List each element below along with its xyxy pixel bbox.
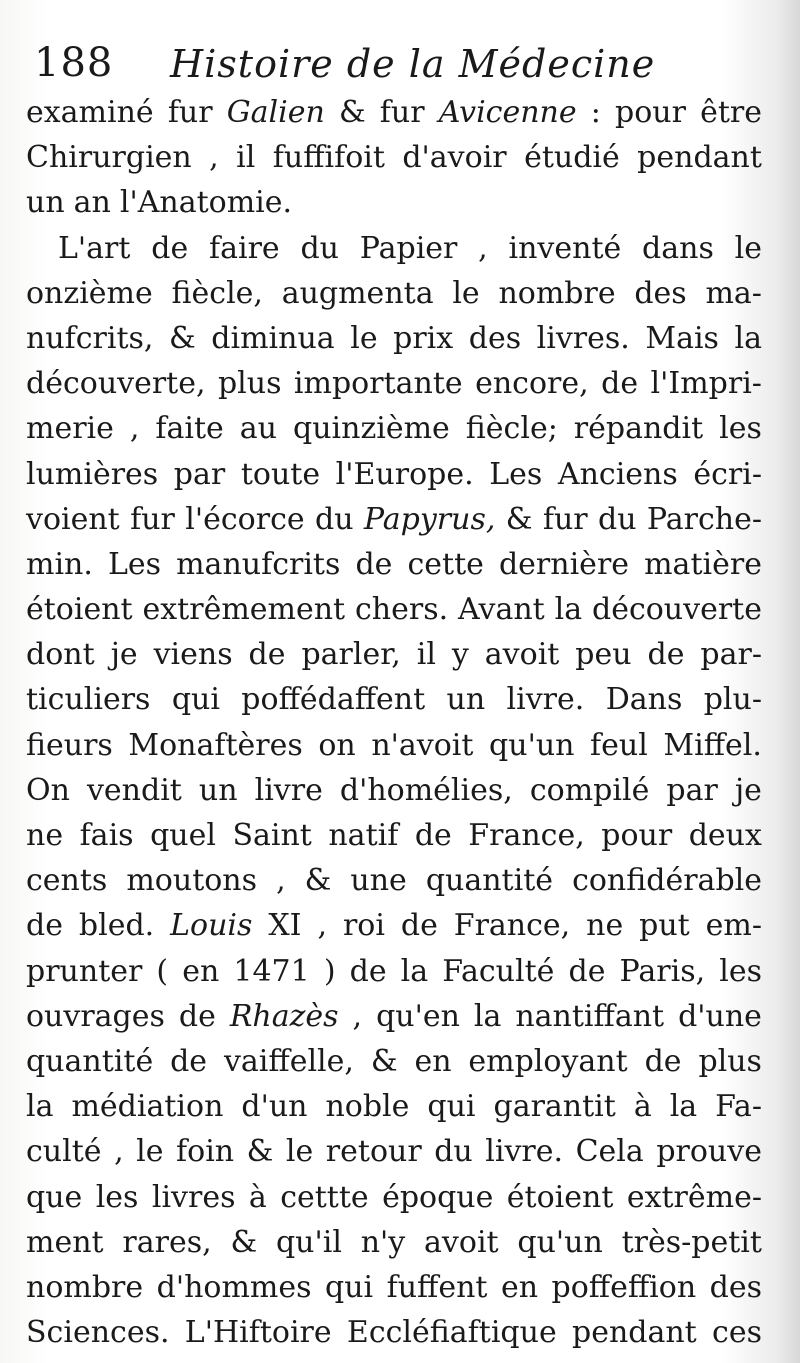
word: à bbox=[633, 1089, 652, 1125]
word: Les bbox=[107, 546, 162, 582]
word: un bbox=[198, 772, 238, 808]
word: en bbox=[182, 953, 220, 989]
word: pour bbox=[601, 818, 673, 853]
text-line bbox=[26, 271, 762, 316]
text-line bbox=[26, 858, 762, 903]
word: fur bbox=[542, 501, 588, 537]
word: noble bbox=[325, 1089, 410, 1125]
word: Louis bbox=[170, 908, 253, 944]
running-title: Histoire de la Médecine bbox=[170, 42, 656, 86]
word: par bbox=[173, 456, 226, 492]
word: poffédaffent bbox=[241, 682, 426, 718]
word: de bbox=[170, 1043, 208, 1079]
text-line bbox=[26, 1039, 762, 1084]
word: Fa- bbox=[715, 1089, 762, 1125]
word: Galien bbox=[226, 95, 325, 130]
word: la bbox=[400, 953, 429, 989]
word: , bbox=[209, 140, 219, 176]
word: France, bbox=[468, 818, 585, 853]
word: avoit bbox=[424, 1224, 499, 1260]
word: importante bbox=[293, 366, 463, 402]
word: pendant bbox=[571, 1315, 697, 1351]
word: de bbox=[601, 366, 639, 402]
text-line bbox=[26, 226, 762, 271]
text-line bbox=[26, 587, 762, 632]
word: extrême- bbox=[626, 1179, 762, 1215]
word: employant bbox=[468, 1043, 628, 1079]
word: à bbox=[248, 1179, 267, 1215]
text-line bbox=[26, 949, 762, 994]
word: un bbox=[26, 185, 65, 221]
word: très-petit bbox=[621, 1224, 762, 1260]
word: plu- bbox=[703, 682, 762, 718]
word: le bbox=[350, 320, 378, 356]
word: de bbox=[349, 953, 387, 989]
word: par- bbox=[700, 637, 762, 673]
word: ces bbox=[712, 1315, 762, 1351]
text-line bbox=[26, 361, 762, 406]
word: des bbox=[468, 320, 522, 356]
word: dont bbox=[26, 637, 95, 673]
word: chers. bbox=[355, 592, 449, 628]
word: écri- bbox=[693, 456, 762, 492]
word: la bbox=[26, 1089, 54, 1125]
word: nombre bbox=[26, 1269, 144, 1305]
word: pendant bbox=[637, 140, 762, 176]
word: Eccléfiaftique bbox=[346, 1315, 557, 1351]
word: voient bbox=[26, 501, 120, 537]
word: au bbox=[239, 411, 278, 447]
word: put bbox=[639, 908, 690, 944]
word: la bbox=[669, 1089, 698, 1125]
word: retour bbox=[325, 1134, 422, 1170]
body-text bbox=[26, 90, 762, 1355]
word: L'art bbox=[58, 230, 131, 266]
word: de bbox=[644, 1043, 682, 1079]
word: nantiffant bbox=[515, 998, 665, 1034]
word: les bbox=[719, 953, 762, 989]
word: n'y bbox=[360, 1224, 406, 1260]
word: de bbox=[248, 637, 286, 673]
text-line bbox=[26, 90, 762, 135]
word: un bbox=[446, 682, 486, 718]
word: une bbox=[350, 863, 407, 899]
word: quel bbox=[150, 818, 216, 853]
text-line bbox=[26, 497, 762, 542]
word: diminua bbox=[211, 320, 335, 356]
word: prouve bbox=[656, 1134, 762, 1170]
word: de bbox=[355, 546, 393, 582]
word: qu'il bbox=[275, 1224, 342, 1260]
word: de bbox=[400, 908, 438, 944]
word: qu'un bbox=[489, 727, 575, 763]
word: encore, bbox=[475, 366, 589, 402]
word: d'avoir bbox=[402, 140, 507, 176]
word: d'homélies, bbox=[339, 772, 513, 808]
word: du bbox=[315, 501, 354, 537]
text-line bbox=[26, 768, 762, 813]
word: la bbox=[734, 320, 762, 356]
word: Saint bbox=[232, 818, 312, 853]
word: 1471 bbox=[233, 953, 310, 989]
word: des bbox=[709, 1269, 762, 1305]
word: fiècle, bbox=[171, 275, 263, 311]
word: l'Europe. bbox=[335, 456, 474, 492]
word: em- bbox=[705, 908, 762, 944]
word: découverte bbox=[591, 592, 762, 628]
word: en bbox=[500, 1269, 539, 1305]
word: étudié bbox=[524, 140, 620, 176]
word: culté bbox=[26, 1134, 102, 1170]
text-line bbox=[26, 135, 762, 180]
word: compilé bbox=[529, 772, 650, 808]
word: , bbox=[352, 998, 363, 1034]
word: être bbox=[700, 95, 762, 130]
word: extrêmement bbox=[142, 592, 346, 628]
word: ne bbox=[26, 818, 64, 853]
word: nufcrits, bbox=[26, 320, 154, 356]
word: Avicenne bbox=[438, 95, 577, 130]
word: France, bbox=[453, 908, 571, 944]
word: du bbox=[434, 1134, 473, 1170]
word: la bbox=[554, 592, 583, 628]
word: livre bbox=[254, 772, 323, 808]
word: répandit bbox=[573, 411, 704, 447]
word: époque bbox=[382, 1179, 494, 1215]
word: Miffel. bbox=[663, 727, 762, 763]
word: il bbox=[236, 140, 256, 176]
word: le bbox=[734, 230, 762, 266]
word: quinzième bbox=[293, 411, 450, 447]
word: les bbox=[719, 411, 762, 447]
word: de bbox=[568, 953, 606, 989]
word: cents bbox=[26, 863, 108, 899]
word: qui bbox=[171, 682, 220, 718]
word: des bbox=[634, 275, 687, 311]
word: min. bbox=[26, 546, 93, 582]
word: foin bbox=[176, 1134, 235, 1170]
word: feul bbox=[590, 727, 648, 763]
word: découverte, bbox=[26, 366, 206, 402]
word: plus bbox=[698, 1043, 762, 1079]
text-line bbox=[26, 1129, 762, 1174]
word: ment bbox=[26, 1224, 104, 1260]
word: vendit bbox=[86, 772, 182, 808]
word: bled. bbox=[78, 908, 155, 944]
page-header bbox=[34, 38, 774, 98]
word: & bbox=[230, 1224, 258, 1260]
text-line bbox=[26, 406, 762, 451]
word: ne bbox=[586, 908, 624, 944]
word: fur bbox=[379, 95, 425, 130]
word: , bbox=[129, 411, 140, 447]
word: ticuliers bbox=[26, 682, 151, 718]
word: : bbox=[590, 95, 601, 130]
word: n'avoit bbox=[371, 727, 474, 763]
word: Chirurgien bbox=[26, 140, 192, 176]
word: Papyrus, bbox=[363, 501, 496, 537]
word: fieurs bbox=[26, 727, 113, 763]
word: cette bbox=[407, 546, 484, 582]
word: prunter bbox=[26, 953, 143, 989]
word: & bbox=[338, 95, 366, 130]
word: XI bbox=[268, 908, 302, 944]
word: avoit bbox=[484, 637, 560, 673]
word: qu'un bbox=[517, 1224, 603, 1260]
word: qui bbox=[325, 1269, 374, 1305]
word: ( bbox=[156, 953, 169, 989]
word: on bbox=[318, 727, 356, 763]
word: & bbox=[246, 1134, 274, 1170]
word: inventé bbox=[508, 230, 622, 266]
word: & bbox=[169, 320, 196, 356]
word: de bbox=[414, 818, 452, 853]
word: l'Impri- bbox=[650, 366, 762, 402]
word: étoient bbox=[506, 1179, 614, 1215]
text-line bbox=[26, 1265, 762, 1310]
word: faite bbox=[155, 411, 224, 447]
word: merie bbox=[26, 411, 114, 447]
word: médiation bbox=[71, 1089, 224, 1125]
word: je bbox=[110, 637, 138, 673]
word: examiné bbox=[26, 95, 154, 130]
word: je bbox=[734, 772, 762, 808]
word: fais bbox=[79, 818, 134, 853]
text-line bbox=[26, 677, 762, 722]
word: du bbox=[300, 230, 339, 266]
text-line bbox=[26, 1220, 762, 1265]
word: manufcrits bbox=[176, 546, 341, 582]
word: ouvrages bbox=[26, 998, 165, 1034]
text-line bbox=[26, 1175, 762, 1220]
text-line bbox=[26, 632, 762, 677]
word: & bbox=[505, 501, 533, 537]
word: livre. bbox=[485, 1134, 564, 1170]
word: Paris, bbox=[619, 953, 706, 989]
word: plus bbox=[217, 366, 282, 402]
word: la bbox=[473, 998, 502, 1034]
word: cettte bbox=[280, 1179, 369, 1215]
word: Cela bbox=[575, 1134, 644, 1170]
word: il bbox=[416, 637, 436, 673]
word: natif bbox=[328, 818, 399, 853]
word: & bbox=[370, 1043, 398, 1079]
word: Dans bbox=[605, 682, 683, 718]
word: prix bbox=[393, 320, 454, 356]
word: On bbox=[26, 772, 70, 808]
word: de bbox=[178, 998, 216, 1034]
word: qu'en bbox=[376, 998, 460, 1034]
word: confidérable bbox=[572, 863, 762, 899]
word: Avant bbox=[458, 592, 545, 628]
text-line bbox=[26, 903, 762, 948]
word: le bbox=[285, 1134, 314, 1170]
text-line bbox=[26, 723, 762, 768]
word: deux bbox=[688, 818, 762, 853]
word: Monaftères bbox=[128, 727, 303, 763]
word: fuffifoit bbox=[272, 140, 385, 176]
word: livres. bbox=[536, 320, 630, 356]
word: nombre bbox=[498, 275, 616, 311]
word: onzième bbox=[26, 275, 153, 311]
word: Papier bbox=[359, 230, 458, 266]
word: de bbox=[26, 908, 63, 944]
word: de bbox=[647, 637, 685, 673]
word: d'un bbox=[241, 1089, 308, 1125]
word: d'hommes bbox=[156, 1269, 312, 1305]
text-line bbox=[26, 542, 762, 587]
text-line bbox=[26, 316, 762, 361]
word: livres bbox=[151, 1179, 236, 1215]
word: y bbox=[451, 637, 469, 673]
word: les bbox=[95, 1179, 139, 1215]
word: dans bbox=[642, 230, 714, 266]
word: Mais bbox=[645, 320, 719, 356]
word: an bbox=[73, 185, 111, 221]
word: Parche- bbox=[646, 501, 762, 537]
text-line bbox=[26, 994, 762, 1039]
word: par bbox=[666, 772, 718, 808]
word: fur bbox=[167, 95, 213, 130]
text-line bbox=[26, 1084, 762, 1129]
word: Rhazès bbox=[229, 998, 339, 1034]
text-line bbox=[26, 813, 762, 858]
word: quantité bbox=[26, 1043, 154, 1079]
word: , bbox=[114, 1134, 124, 1170]
word: du bbox=[598, 501, 637, 537]
word: l'écorce bbox=[185, 501, 305, 537]
word: peu bbox=[575, 637, 632, 673]
word: Sciences. bbox=[26, 1315, 170, 1351]
text-line bbox=[26, 180, 762, 225]
word: toute bbox=[240, 456, 321, 492]
word: d'une bbox=[678, 998, 762, 1034]
word: pour bbox=[615, 95, 686, 130]
word: étoient bbox=[26, 592, 133, 628]
word: livre. bbox=[506, 682, 585, 718]
word: qui bbox=[427, 1089, 476, 1125]
word: L'Hiftoire bbox=[184, 1315, 332, 1351]
word: fiècle; bbox=[465, 411, 558, 447]
word: , bbox=[478, 230, 488, 266]
word: poffeffion bbox=[551, 1269, 697, 1305]
word: le bbox=[452, 275, 480, 311]
word: moutons bbox=[126, 863, 258, 899]
word: & bbox=[304, 863, 332, 899]
text-line bbox=[26, 452, 762, 497]
word: quantité bbox=[425, 863, 554, 899]
word: fur bbox=[130, 501, 175, 537]
word: garantit bbox=[493, 1089, 616, 1125]
word: vaiffelle, bbox=[223, 1043, 354, 1079]
word: rares, bbox=[122, 1224, 212, 1260]
word: viens bbox=[153, 637, 233, 673]
word: ma- bbox=[705, 275, 762, 311]
word: en bbox=[414, 1043, 452, 1079]
word: le bbox=[136, 1134, 164, 1170]
word: matière bbox=[644, 546, 762, 582]
word: ) bbox=[323, 953, 336, 989]
word: Anciens bbox=[557, 456, 678, 492]
word: parler, bbox=[301, 637, 401, 673]
word: , bbox=[317, 908, 328, 944]
word: l'Anatomie. bbox=[119, 185, 293, 221]
word: que bbox=[26, 1179, 83, 1215]
word: Les bbox=[489, 456, 543, 492]
word: dernière bbox=[498, 546, 630, 582]
word: , bbox=[276, 863, 286, 899]
text-line bbox=[26, 1310, 762, 1355]
page-number: 188 bbox=[34, 40, 114, 86]
word: augmenta bbox=[281, 275, 434, 311]
word: Faculté bbox=[442, 953, 555, 989]
word: fuffent bbox=[386, 1269, 488, 1305]
word: roi bbox=[342, 908, 385, 944]
word: de bbox=[151, 230, 189, 266]
word: faire bbox=[208, 230, 280, 266]
word: lumières bbox=[26, 456, 159, 492]
